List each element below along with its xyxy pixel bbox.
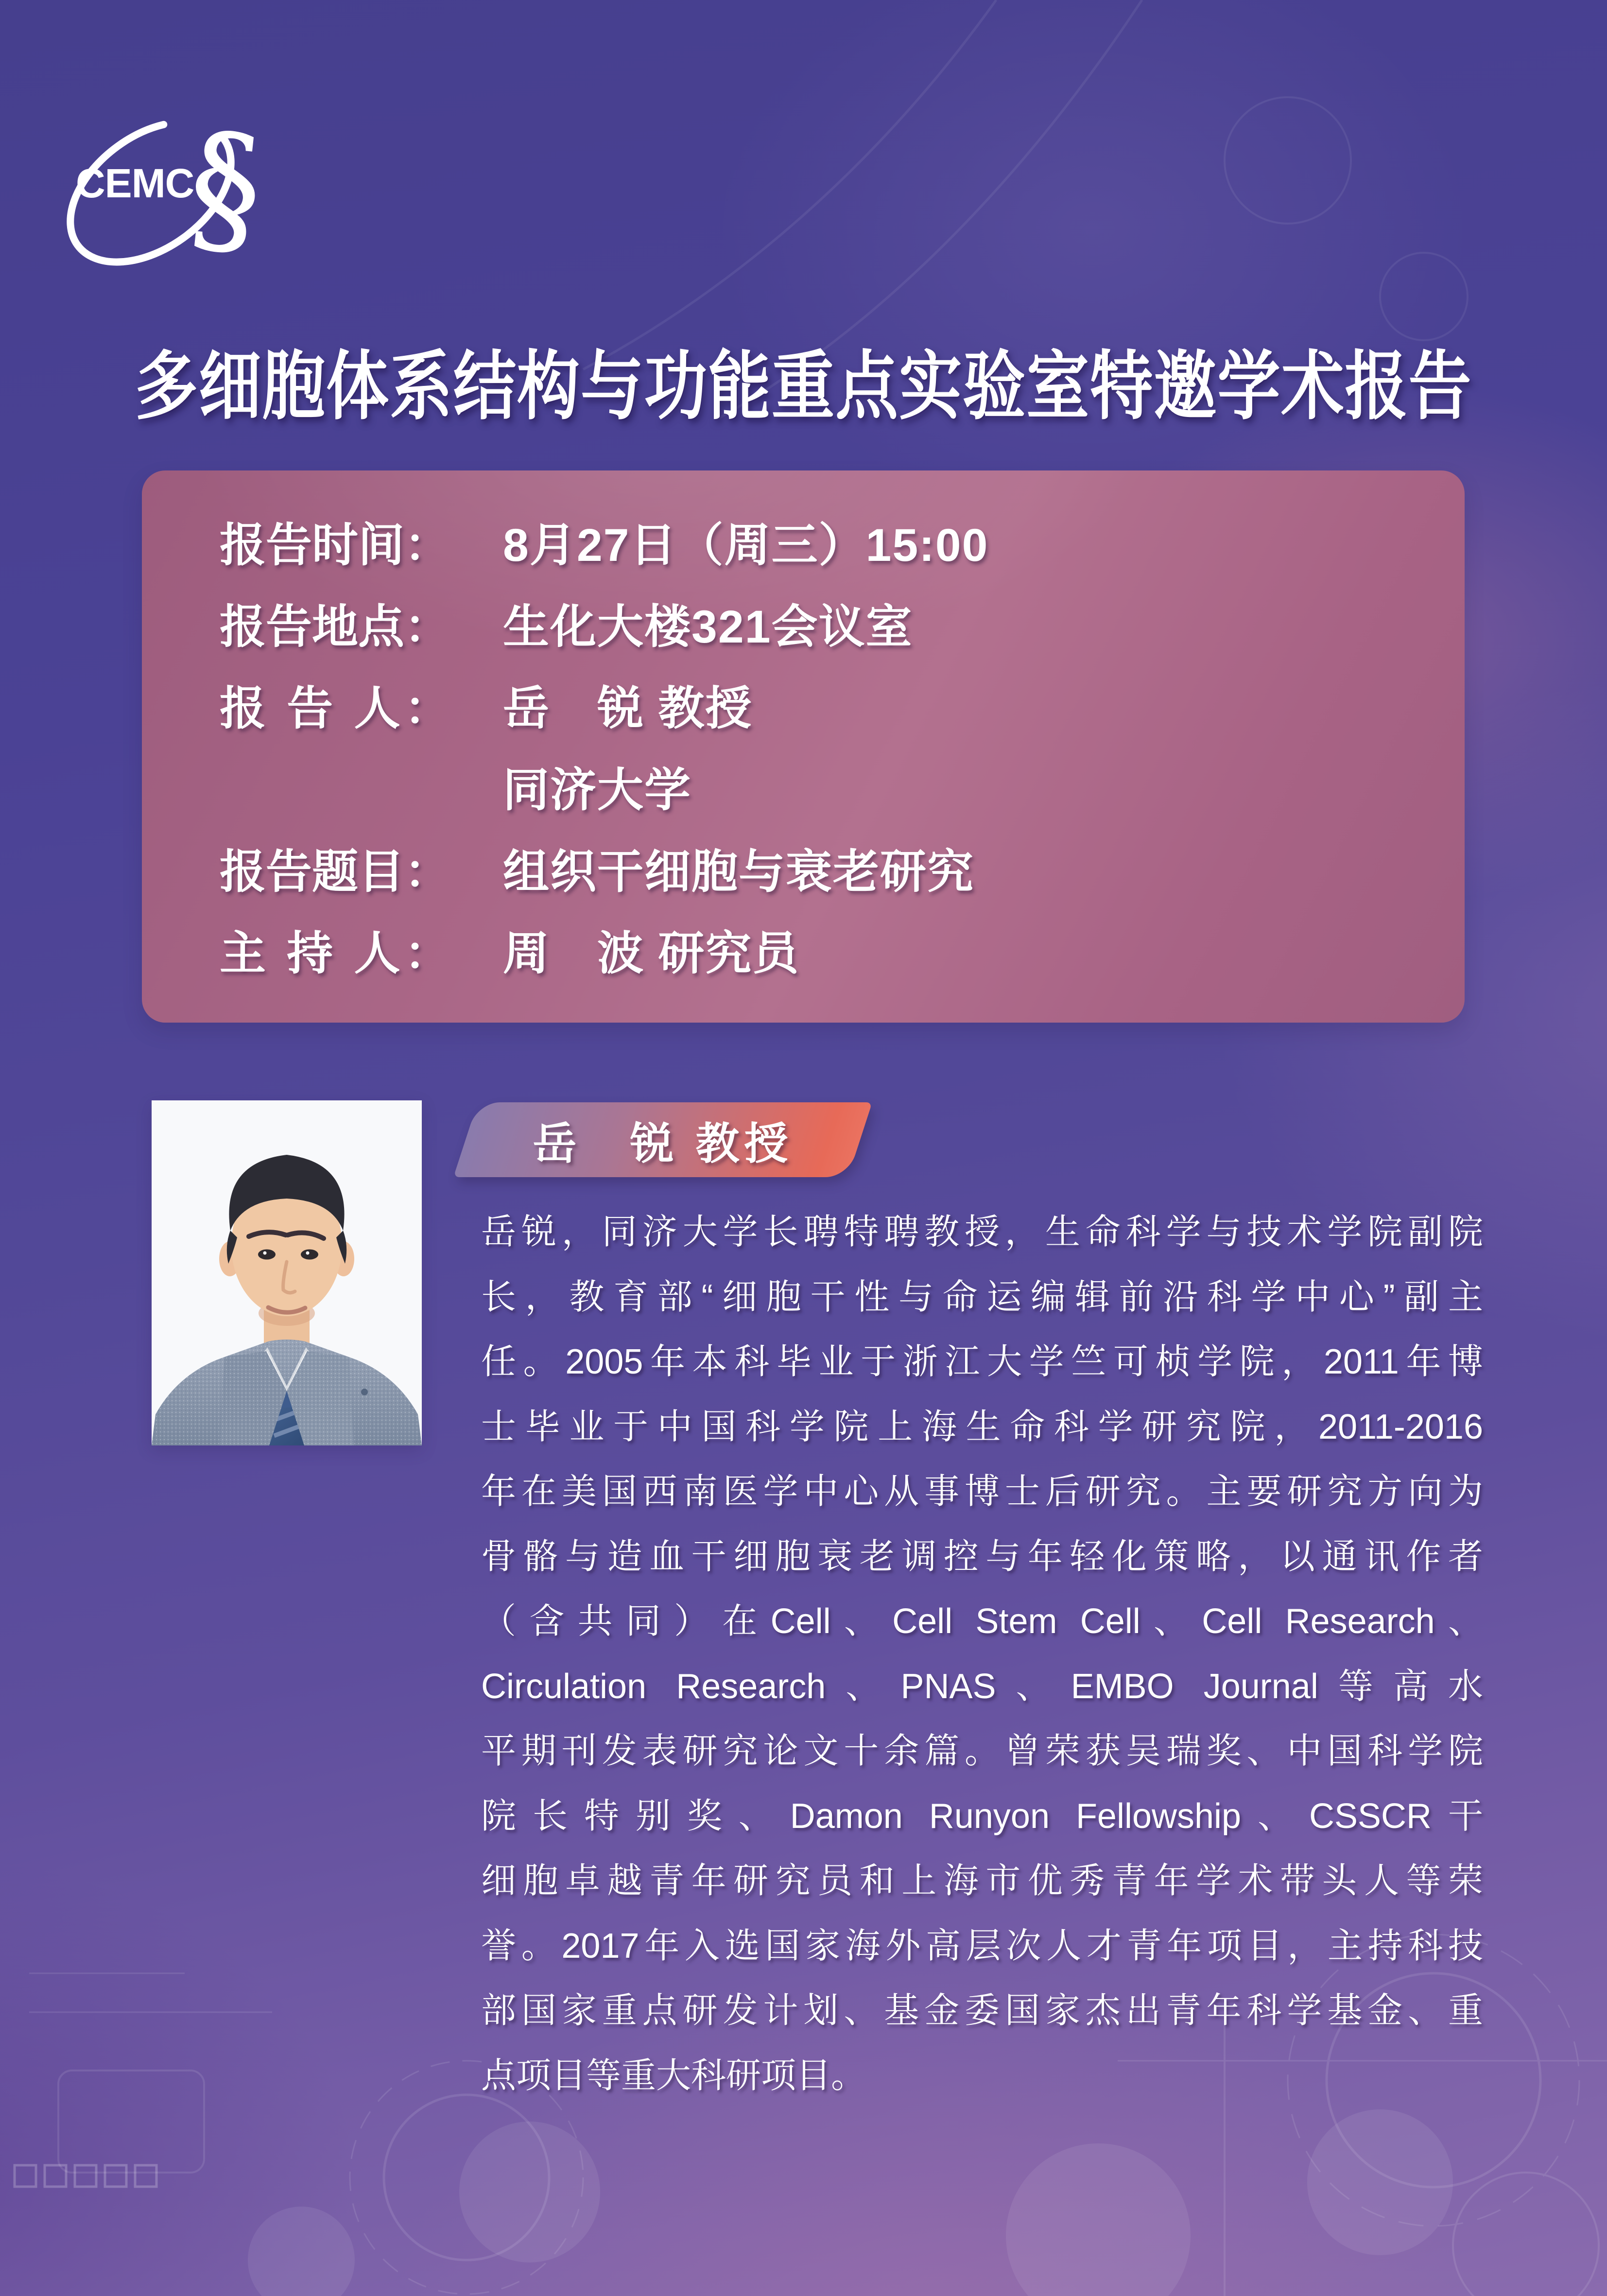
cemc-logo [58,87,272,292]
bio-line: 长，教育部“细胞干性与命运编辑前沿科学中心”副主 [481,1277,1483,1317]
bio-line: （含共同）在Cell、Cell Stem Cell、Cell Research、 [481,1602,1483,1641]
info-row [220,749,1406,831]
speaker-name: 岳 锐 教授 [533,1120,793,1168]
info-row-value: 8月27日（周三）15:00 [503,520,989,571]
bio-line: Circulation Research、PNAS、EMBO Journal等高水 [481,1667,1483,1706]
bio-line: 院长特别奖、Damon Runyon Fellowship、CSSCR干 [481,1796,1483,1836]
bio-line: 骨骼与造血干细胞衰老调控与年轻化策略，以通讯作者 [481,1537,1483,1576]
bio-line: 点项目等重大科研项目。 [481,2056,866,2095]
info-card-rows [220,504,1406,994]
bio-line: 部国家重点研发计划、基金委国家杰出青年科学基金、重 [481,1991,1483,2030]
info-row-value: 同济大学 [503,765,692,816]
info-row-value: 生化大楼321会议室 [503,601,913,653]
info-row-label: 主 持 人： [220,928,450,979]
info-row-value: 岳 锐 教授 [503,683,753,734]
dna-swirl-icon: § [180,100,271,277]
bio-line: 士毕业于中国科学院上海生命科学研究院，2011-2016 [481,1407,1483,1446]
bio-line: 岳锐，同济大学长聘特聘教授，生命科学与技术学院副院 [481,1213,1483,1252]
info-row [220,831,1406,913]
poster-title: 多细胞体系结构与功能重点实验室特邀学术报告 [135,345,1472,428]
speaker-photo [152,1100,422,1445]
info-row-label: 报 告 人： [220,683,450,734]
bio-line: 平期刊发表研究论文十余篇。曾荣获吴瑞奖、中国科学院 [481,1732,1483,1771]
info-row-label: 报告时间： [220,520,451,571]
info-row [220,913,1406,994]
speaker-name-banner [453,1102,872,1177]
info-row-value: 周 波 研究员 [503,928,800,979]
logo-text: CEMC [76,160,194,206]
info-row-label: 报告题目： [220,846,451,898]
speaker-bio [481,1200,1483,2108]
bio-line: 誉。2017年入选国家海外高层次人才青年项目，主持科技 [481,1926,1483,1966]
info-card [142,470,1465,1023]
info-row-label: 报告地点： [220,601,451,653]
info-row [220,668,1406,749]
bio-line: 细胞卓越青年研究员和上海市优秀青年学术带头人等荣 [481,1861,1483,1900]
bio-line: 年在美国西南医学中心从事博士后研究。主要研究方向为 [481,1472,1483,1511]
speaker-portrait-illustration [152,1100,422,1445]
info-row-value: 组织干细胞与衰老研究 [503,846,975,898]
info-row [220,586,1406,668]
info-row [220,504,1406,586]
bio-line: 任。2005年本科毕业于浙江大学竺可桢学院，2011年博 [481,1342,1483,1381]
